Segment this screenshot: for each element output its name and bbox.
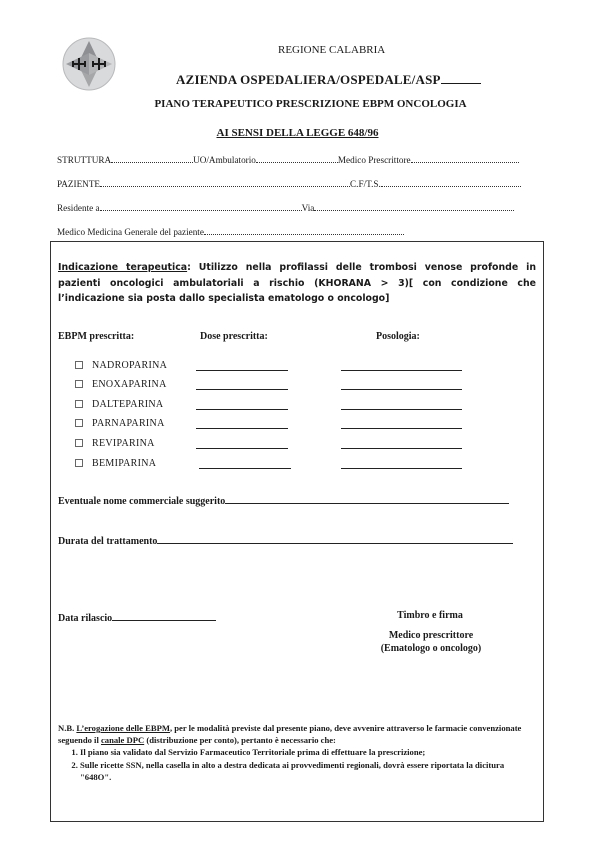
footnote-prefix: N.B.: [58, 723, 77, 733]
drug-name: REVIPARINA: [92, 438, 155, 449]
dose-field[interactable]: [196, 409, 288, 410]
column-header-ebpm: EBPM prescritta:: [58, 331, 135, 342]
dose-field[interactable]: [196, 428, 288, 429]
cf-label: C.F/T.S.: [350, 179, 381, 189]
mmg-label: Medico Medicina Generale del paziente: [57, 227, 204, 237]
dose-field[interactable]: [196, 370, 288, 371]
law-reference: AI SENSI DELLA LEGGE 648/96: [216, 127, 379, 139]
posologia-field[interactable]: [341, 370, 462, 371]
uo-field[interactable]: [256, 154, 338, 163]
drug-checkbox[interactable]: [75, 400, 83, 408]
drug-checkbox[interactable]: [75, 439, 83, 447]
posologia-field[interactable]: [341, 409, 462, 410]
company-heading: [176, 72, 481, 88]
plan-title-text: PIANO TERAPEUTICO PRESCRIZIONE EBPM ONCOLOGIA: [154, 98, 467, 110]
doctor-label: Medico prescrittore: [388, 630, 474, 641]
struttura-row: [57, 154, 519, 165]
mmg-field[interactable]: [204, 226, 404, 235]
drug-row: [75, 360, 167, 371]
duration-label: Durata del trattamento: [58, 536, 158, 547]
company-blank[interactable]: [441, 73, 481, 84]
footnote-text-2: (distribuzione per conto), pertanto è necessario che:: [144, 735, 336, 746]
struttura-field[interactable]: [111, 154, 193, 163]
duration-row: [58, 534, 513, 547]
uo-label: UO/Ambulatorio: [193, 155, 256, 165]
footnote: [58, 722, 536, 783]
drug-checkbox[interactable]: [75, 419, 83, 427]
posologia-field[interactable]: [341, 468, 462, 469]
indication-text: : Utilizzo nella profilassi delle trombosi venose profonde in pazienti oncologici ambulatoriali a rischio (KHORANA > 3)[ con condizione che l’indicazione sia posta dallo specialista ematologo o oncologo]: [58, 262, 536, 305]
plan-title: [0, 98, 595, 110]
drug-row: [75, 418, 165, 429]
drug-row: [75, 438, 155, 449]
drug-name: PARNAPARINA: [92, 418, 165, 429]
release-date-label: Data rilascio: [58, 613, 113, 624]
dose-field[interactable]: [196, 389, 288, 390]
footnote-list: [58, 746, 536, 783]
mmg-row: [57, 226, 404, 237]
regione-calabria-logo: [62, 37, 116, 91]
residente-field[interactable]: [100, 202, 302, 211]
commercial-name-label: Eventuale nome commerciale suggerito: [58, 496, 226, 507]
doctor-specialty: (Ematologo o oncologo): [380, 643, 482, 654]
footnote-item: 2. Sulle ricette SSN, nella casella in alto a destra dedicata ai provvedimenti regionali, dovrà essere riportata la dicitura "648O".: [80, 759, 536, 783]
footnote-text-1: , per le modalità previste dal presente piano, deve avvenire attraverso le farmacie convenzionate seguendo il: [58, 723, 522, 746]
posologia-field[interactable]: [341, 428, 462, 429]
dose-field[interactable]: [199, 468, 291, 469]
drug-row: [75, 458, 156, 469]
drug-name: BEMIPARINA: [92, 458, 157, 469]
via-field[interactable]: [314, 202, 514, 211]
release-date-row: [58, 611, 216, 624]
via-label: Via: [301, 203, 315, 213]
commercial-name-row: [58, 494, 509, 507]
duration-field[interactable]: [157, 534, 513, 544]
drug-checkbox[interactable]: [75, 380, 83, 388]
drug-row: [75, 379, 167, 390]
drug-name: DALTEPARINA: [92, 399, 164, 410]
release-date-field[interactable]: [112, 611, 216, 621]
indication-label: Indicazione terapeutica: [58, 262, 188, 273]
residenza-row: [57, 202, 514, 213]
column-header-dose: Dose prescritta:: [200, 331, 268, 342]
drug-name: ENOXAPARINA: [92, 379, 167, 390]
residente-label: Residente a: [57, 203, 100, 213]
paziente-row: [57, 178, 521, 189]
posologia-field[interactable]: [341, 389, 462, 390]
cf-field[interactable]: [381, 178, 521, 187]
indication-paragraph: [58, 260, 536, 307]
drug-checkbox[interactable]: [75, 361, 83, 369]
footnote-link-dpc: canale DPC: [100, 735, 145, 746]
drug-row: [75, 399, 163, 410]
region-name: REGIONE CALABRIA: [278, 44, 386, 56]
column-header-posologia: Posologia:: [376, 331, 420, 342]
struttura-label: STRUTTURA: [57, 155, 112, 165]
medico-prescrittore-field[interactable]: [411, 154, 519, 163]
dose-field[interactable]: [196, 448, 288, 449]
footnote-item: 1. Il piano sia validato dal Servizio Farmaceutico Territoriale prima di effettuare la prescrizione;: [80, 746, 536, 758]
medico-prescrittore-label: Medico Prescrittore: [337, 155, 411, 165]
paziente-field[interactable]: [100, 178, 350, 187]
drug-checkbox[interactable]: [75, 459, 83, 467]
footnote-link-ebpm: L’erogazione delle EBPM: [76, 723, 170, 733]
paziente-label: PAZIENTE: [57, 179, 101, 189]
commercial-name-field[interactable]: [225, 494, 509, 504]
stamp-label: Timbro e firma: [397, 610, 463, 621]
footnote-intro: [58, 722, 536, 746]
company-name: AZIENDA OSPEDALIERA/OSPEDALE/ASP: [176, 72, 441, 87]
drug-name: NADROPARINA: [92, 360, 168, 371]
posologia-field[interactable]: [341, 448, 462, 449]
